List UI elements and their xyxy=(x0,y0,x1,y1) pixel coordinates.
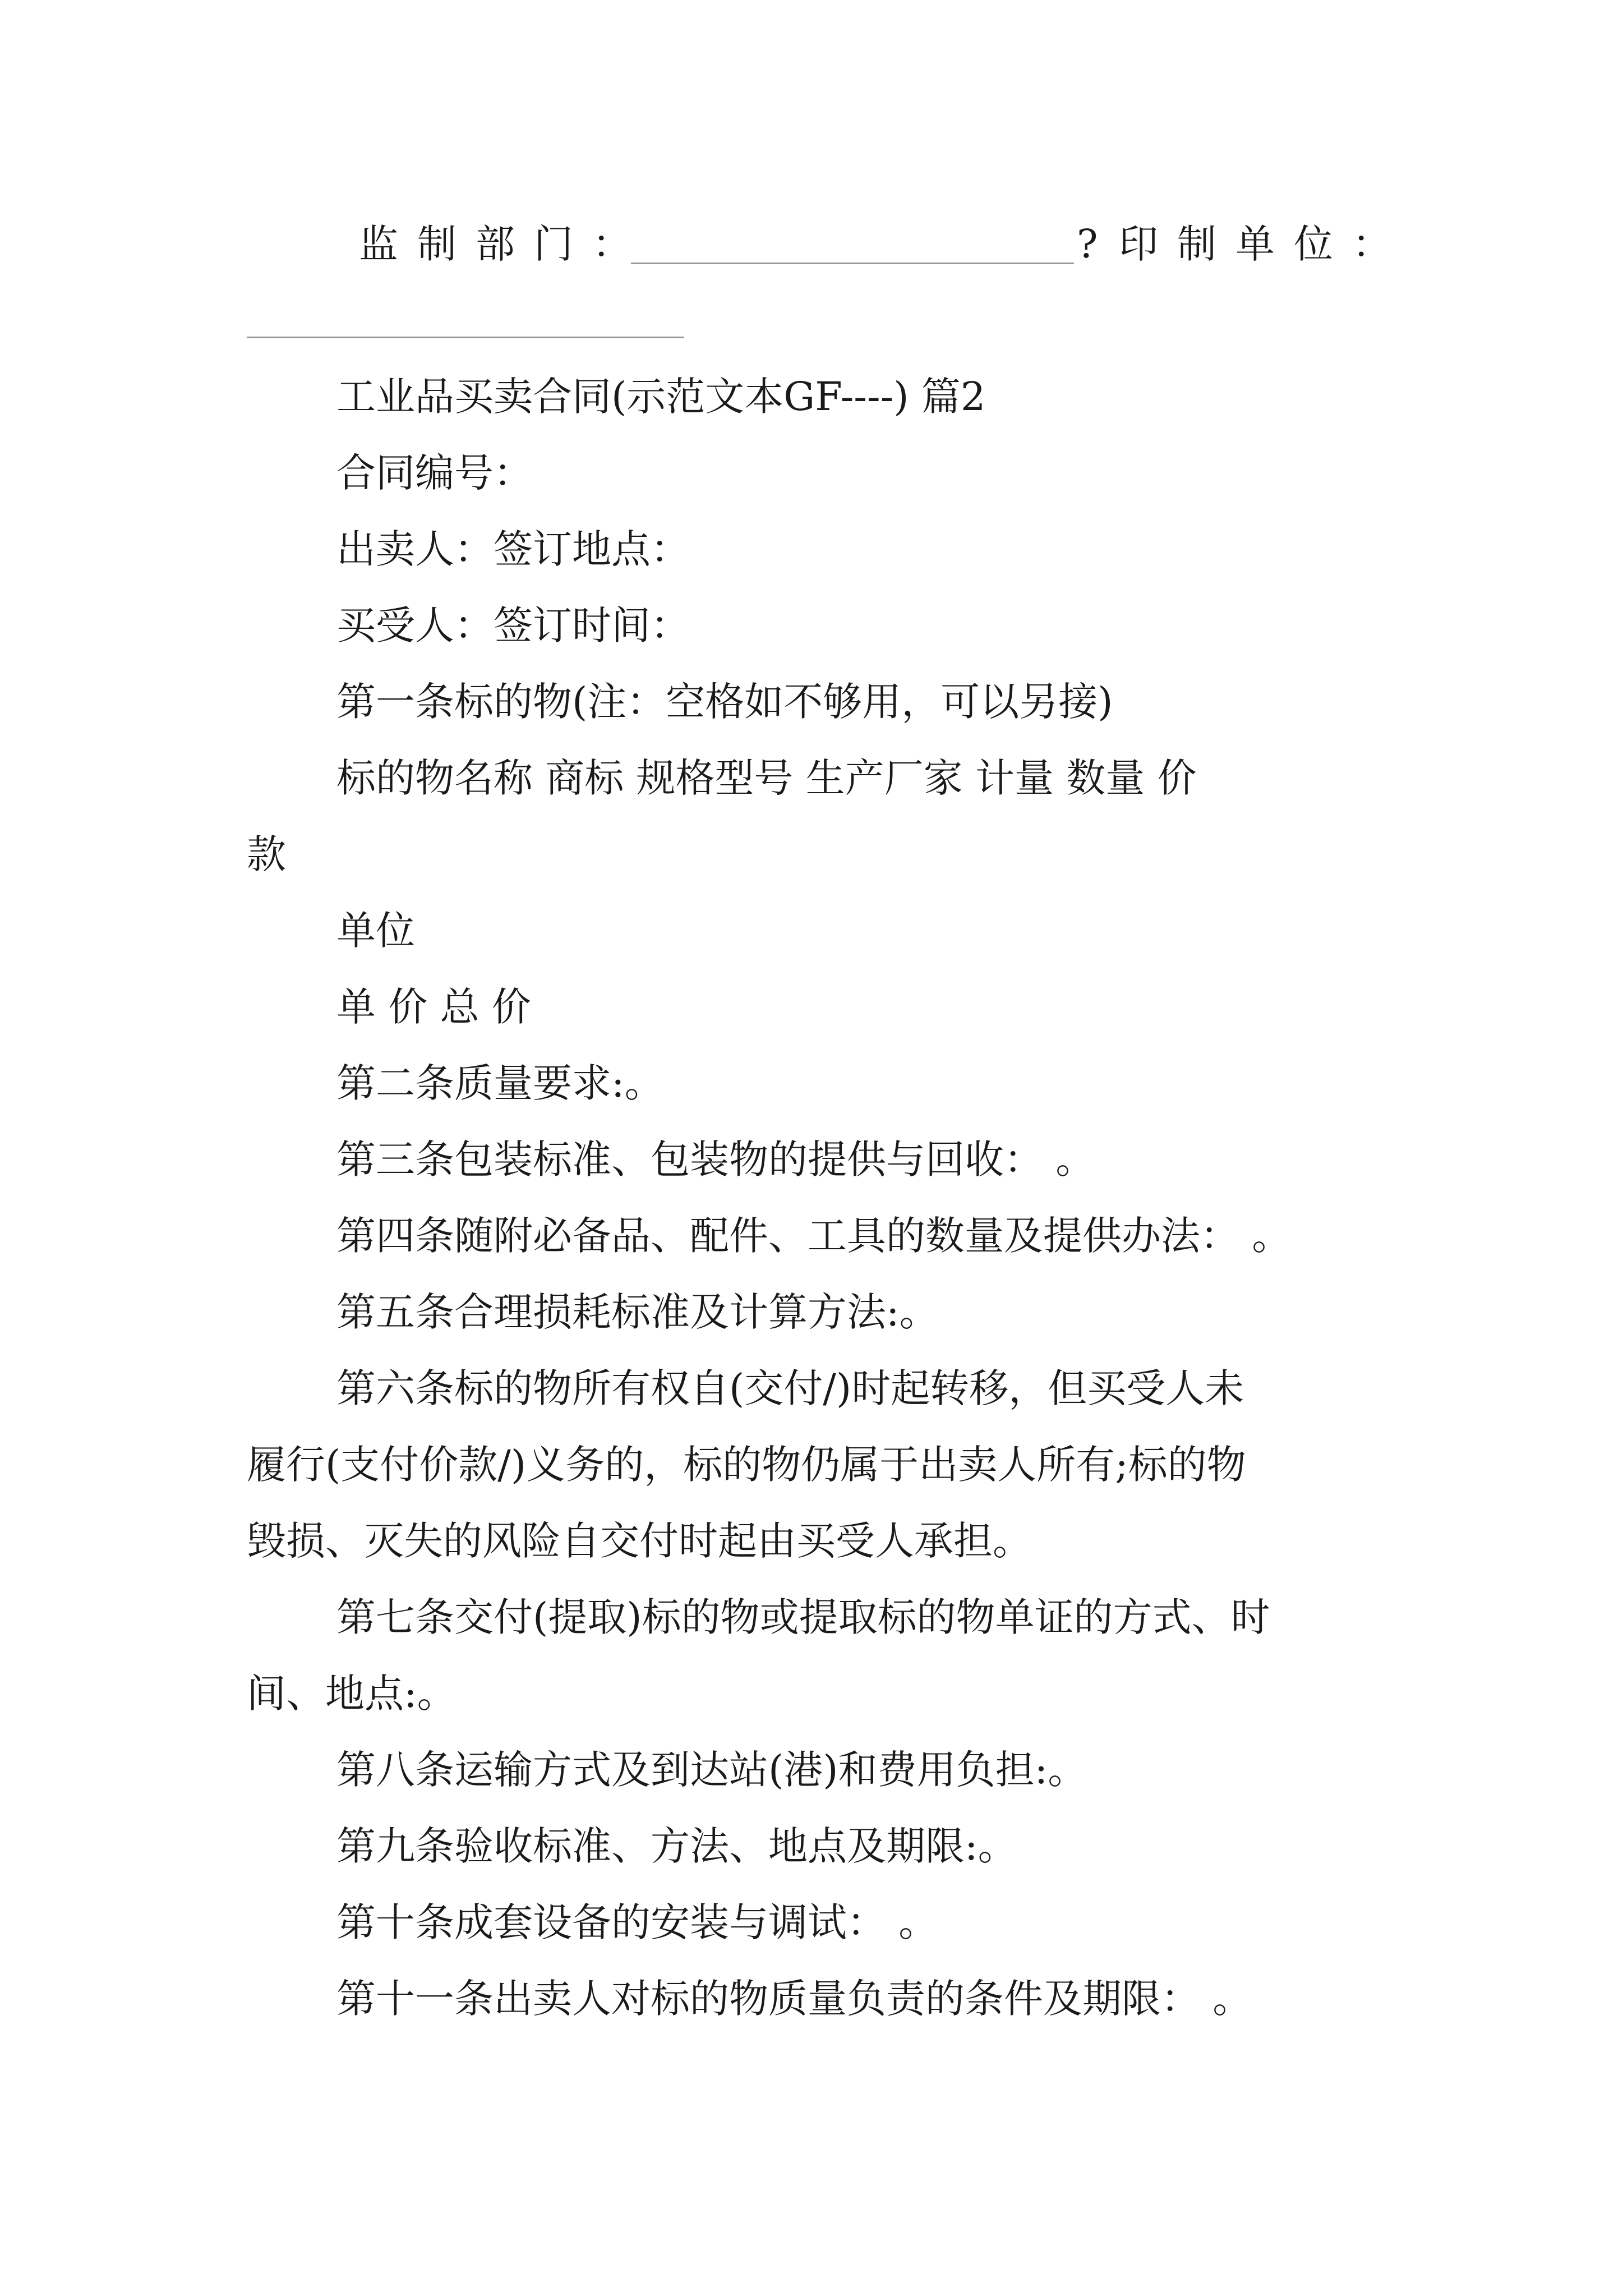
article-9: 第九条验收标准、方法、地点及期限:。 xyxy=(336,1823,1017,1869)
buyer-line: 买受人：签订时间： xyxy=(336,602,690,648)
article-6-line-3: 毁损、灭失的风险自交付时起由买受人承担。 xyxy=(247,1518,1032,1564)
article-3: 第三条包装标准、包装物的提供与回收： 。 xyxy=(336,1137,1095,1182)
article-6-line-1: 第六条标的物所有权自(交付/)时起转移，但买受人未 xyxy=(336,1365,1244,1411)
article-11: 第十一条出卖人对标的物质量负责的条件及期限： 。 xyxy=(336,1976,1252,2022)
table-header-row-2: 单位 xyxy=(336,908,415,954)
supervisor-blank xyxy=(631,263,1074,264)
article-2: 第二条质量要求:。 xyxy=(336,1060,664,1106)
article-8: 第八条运输方式及到达站(港)和费用负担:。 xyxy=(336,1747,1087,1793)
article-7-line-1: 第七条交付(提取)标的物或提取标的物单证的方式、时 xyxy=(336,1594,1270,1640)
seller-line: 出卖人：签订地点： xyxy=(336,526,690,572)
contract-number: 合同编号： xyxy=(336,450,533,496)
article-10: 第十条成套设备的安装与调试： 。 xyxy=(336,1899,938,1945)
printer-label: 印制单位： xyxy=(1119,221,1410,267)
table-header-row-1: 标的物名称 商标 规格型号 生产厂家 计量 数量 价 xyxy=(336,755,1197,801)
table-header-row-3: 单 价 总 价 xyxy=(336,984,531,1030)
article-4: 第四条随附必备品、配件、工具的数量及提供办法： 。 xyxy=(336,1213,1292,1259)
printer-blank xyxy=(247,337,684,338)
article-1: 第一条标的物(注：空格如不够用，可以另接) xyxy=(336,679,1113,725)
article-5: 第五条合理损耗标准及计算方法:。 xyxy=(336,1289,939,1335)
article-7-line-2: 间、地点:。 xyxy=(247,1671,457,1717)
separator-mark: ? xyxy=(1077,221,1098,267)
table-header-row-1-cont: 款 xyxy=(247,831,286,877)
article-6-line-2: 履行(支付价款/)义务的，标的物仍属于出卖人所有;标的物 xyxy=(247,1442,1246,1488)
contract-title: 工业品买卖合同(示范文本GF----) 篇2 xyxy=(336,374,986,420)
supervisor-label: 监制部门： xyxy=(359,221,651,267)
